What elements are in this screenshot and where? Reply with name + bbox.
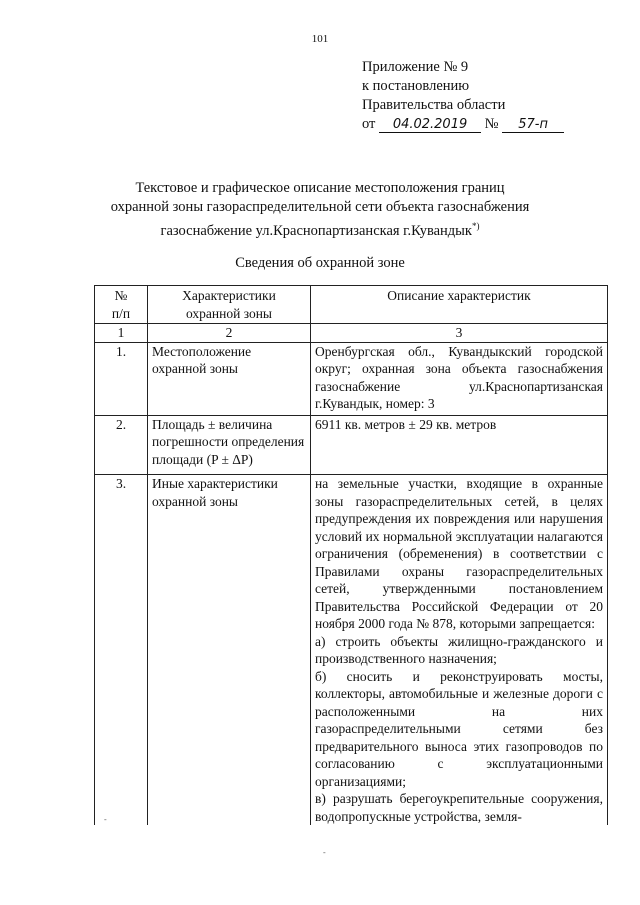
row-description: Оренбургская обл., Кувандыкский городской округ; охранная зона объекта газоснабжения газоснабжение ул.Краснопартизанская г.Кувандык, номер: 3 bbox=[311, 342, 608, 415]
date-prefix: от bbox=[362, 116, 376, 132]
column-numbering-row bbox=[95, 324, 608, 343]
table-row bbox=[95, 415, 608, 475]
appendix-block bbox=[362, 58, 564, 134]
appendix-line-2: к постановлению bbox=[362, 78, 470, 94]
appendix-title: Приложение № 9 bbox=[362, 59, 469, 75]
title-line-3 bbox=[0, 217, 640, 241]
title-line-2: охранной зоны газораспределительной сети объекта газоснабжения bbox=[110, 199, 530, 215]
header-characteristics: Характеристики охранной зоны bbox=[148, 286, 311, 324]
column-number-1: 1 bbox=[95, 324, 148, 343]
footnote-mark: *) bbox=[471, 221, 480, 231]
document-title bbox=[0, 179, 640, 241]
row-number: 2. bbox=[95, 415, 148, 475]
header-description: Описание характеристик bbox=[311, 286, 608, 324]
column-number-2: 2 bbox=[148, 324, 311, 343]
title-line-1: Текстовое и графическое описание местоположения границ bbox=[135, 180, 505, 196]
row-number: 3. bbox=[95, 475, 148, 826]
row-description: на земельные участки, входящие в охранные зоны газораспределительных сетей, в целях предупреждения их повреждения или нарушения условий их нормальной эксплуатации налагаются ограничения (обременения) в соответствии с Правилами охраны газораспределительных сетей, утвержденными постановлением Правительства Российской Федерации от 20 ноября 2000 года № 878, которыми запрещается: bbox=[315, 476, 603, 631]
scan-mark: - bbox=[104, 815, 107, 824]
title-line-3-text: газоснабжение ул.Краснопартизанская г.Кувандык bbox=[160, 222, 472, 239]
column-number-3: 3 bbox=[311, 324, 608, 343]
number-prefix: № bbox=[484, 116, 499, 132]
handwritten-date: 04.02.2019 bbox=[379, 118, 481, 133]
restriction-item: а) строить объекты жилищно-гражданского и производственного назначения; bbox=[315, 633, 603, 666]
row-description: 6911 кв. метров ± 29 кв. метров bbox=[311, 415, 608, 475]
table-header-row bbox=[95, 286, 608, 324]
row-characteristic: Иные характеристики охранной зоны bbox=[148, 475, 311, 826]
row-characteristic: Местоположение охранной зоны bbox=[148, 342, 311, 415]
table-row bbox=[95, 475, 608, 826]
handwritten-number: 57-п bbox=[502, 118, 564, 133]
appendix-date-line bbox=[362, 115, 564, 134]
table-row bbox=[95, 342, 608, 415]
scan-mark: - bbox=[323, 848, 326, 857]
row-description-block bbox=[311, 475, 608, 826]
page-number: 101 bbox=[311, 33, 329, 45]
section-title: Сведения об охранной зоне bbox=[235, 255, 405, 271]
row-number: 1. bbox=[95, 342, 148, 415]
header-number: № п/п bbox=[95, 286, 148, 324]
appendix-line-3: Правительства области bbox=[362, 97, 506, 113]
restriction-item: б) сносить и реконструировать мосты, коллекторы, автомобильные и железные дороги с расположенными на них газораспределительными сетями без предварительного выноса этих газопроводов по согласованию с эксплуатационными организациями; bbox=[315, 668, 603, 789]
protection-zone-table bbox=[94, 285, 608, 825]
restriction-item: в) разрушать берегоукрепительные сооружения, водопропускные устройства, земля- bbox=[315, 791, 603, 824]
row-characteristic: Площадь ± величина погрешности определения площади (P ± ΔP) bbox=[148, 415, 311, 475]
